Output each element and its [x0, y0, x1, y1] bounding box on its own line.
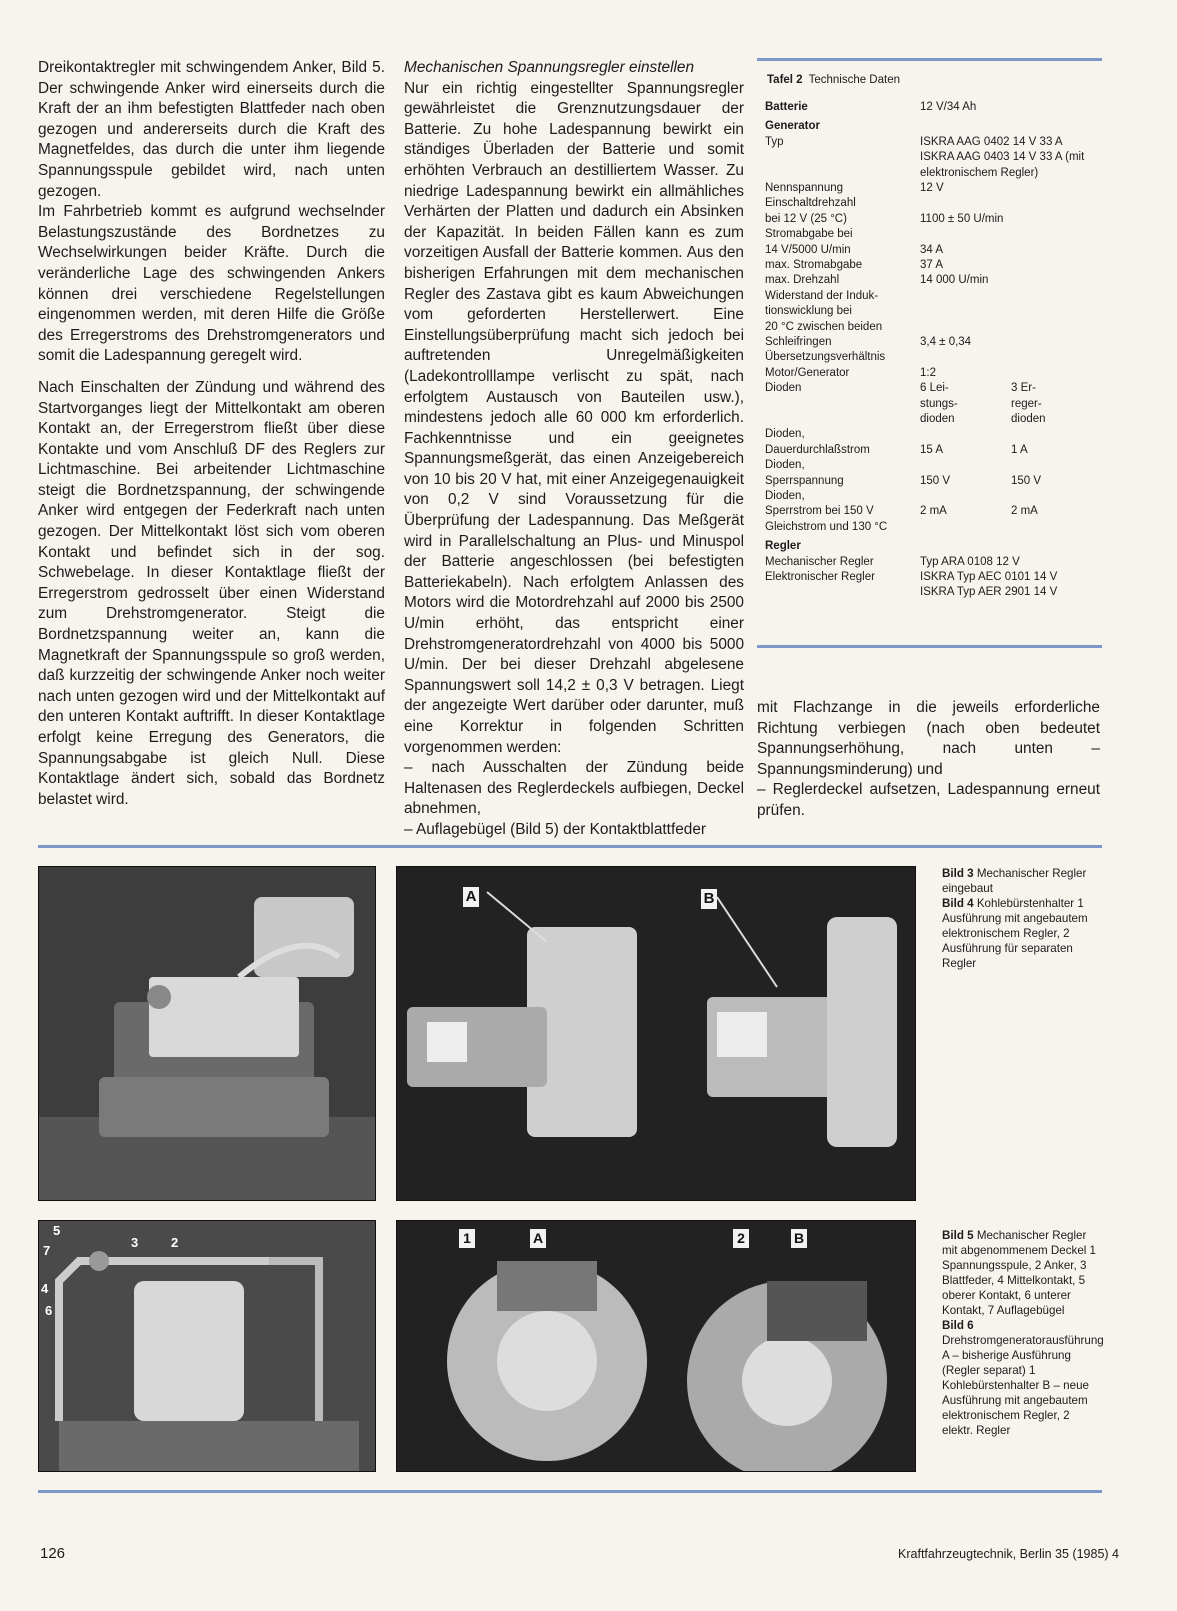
- table-cell-label: Dioden: [765, 382, 802, 395]
- table-cell-label: Dioden,: [765, 490, 805, 502]
- photo-label: 4: [41, 1281, 49, 1296]
- caption-text: Mechanischer Regler mit abgenommenem Deckel 1 Spannungsspule, 2 Anker, 3 Blattfeder, 4 Mittelkontakt, 5 oberer Kontakt, 6 unterer Kontakt, 7 Auflagebügel: [942, 1229, 1097, 1317]
- caption-text: Kohlebürstenhalter 1 Ausführung mit angebautem elektronischem Regler, 2 Ausführung für separaten Regler: [942, 897, 1088, 970]
- table-cell-value: dioden: [920, 413, 955, 425]
- photo-label: 1: [459, 1229, 475, 1248]
- table-title: [767, 74, 900, 86]
- table-cell-label: Schleifringen: [765, 336, 832, 348]
- table-cell-label: Dioden,: [765, 428, 805, 441]
- table-cell-value-2: 2 mA: [1011, 505, 1038, 518]
- brush-holder-image: [397, 867, 915, 1200]
- table-cell-value: ISKRA Typ AER 2901 14 V: [920, 586, 1058, 599]
- caption-label: Bild 4: [942, 897, 974, 910]
- step-item: – Auflagebügel (Bild 5) der Kontaktblattfeder: [404, 820, 707, 838]
- table-cell-value: ISKRA AAG 0402 14 V 33 A: [920, 135, 1063, 148]
- photo-label: A: [530, 1229, 546, 1248]
- photo-label: 7: [43, 1243, 51, 1258]
- table-cell-value: 34 A: [920, 243, 944, 256]
- table-top-rule: [757, 58, 1102, 61]
- photo-label: 5: [53, 1223, 61, 1238]
- table-cell-label: Motor/Generator: [765, 366, 850, 379]
- photo-label: 3: [131, 1235, 139, 1250]
- table-cell-value: 1:2: [920, 366, 936, 379]
- table-cell-value: 150 V: [920, 474, 951, 487]
- step-item: – nach Ausschalten der Zündung beide Haltenasen des Reglerdeckels aufbiegen, Deckel abnehmen,: [404, 759, 744, 818]
- photo-label: A: [463, 887, 479, 907]
- caption-label: Bild 3: [942, 867, 974, 880]
- table-cell-value-2: dioden: [1011, 413, 1046, 425]
- footer-divider: [38, 1490, 1102, 1493]
- table-cell-value: 3,4 ± 0,34: [920, 336, 972, 348]
- photo-label: B: [791, 1229, 807, 1248]
- table-cell-value-2: 150 V: [1011, 474, 1042, 487]
- table-cell-value: ISKRA AAG 0403 14 V 33 A (mit: [920, 151, 1085, 164]
- table-cell-value: stungs-: [920, 397, 958, 410]
- regulator-open-image: [39, 1221, 375, 1471]
- table-cell-label: Dioden,: [765, 459, 805, 472]
- caption-text: Drehstromgeneratorausführung A – bisherige Ausführung (Regler separat) 1 Kohlebürstenhalter B – neue Ausführung mit angebautem elektronischem Regler, 2 elektr. Regler: [942, 1334, 1104, 1437]
- photo-bild6: [396, 1220, 916, 1472]
- table-cell-value: 37 A: [920, 259, 944, 271]
- table-cell-label: Einschaltdrehzahl: [765, 197, 856, 210]
- table-cell-value: Typ ARA 0108 12 V: [920, 555, 1020, 568]
- table-cell-value: 14 000 U/min: [920, 274, 989, 287]
- table-cell-label: Generator: [765, 120, 820, 133]
- paragraph: Dreikontaktregler mit schwingendem Anker, Bild 5. Der schwingende Anker wird einerseits durch die Kraft der an ihm befestigten Blattfeder nach oben gezogen und andererseits durch die Kraft des Magnetfeldes, das durch die unter ihm liegende Spannungsspule gebildet wird, nach unten gezogen.: [38, 59, 385, 200]
- table-cell-value: 6 Lei-: [920, 382, 949, 395]
- table-cell-label: 14 V/5000 U/min: [765, 243, 851, 256]
- text-column-1: [38, 58, 385, 810]
- table-cell-label: max. Stromabgabe: [765, 259, 863, 271]
- table-cell-label: 20 °C zwischen beiden: [765, 320, 883, 333]
- table-cell-label: Nennspannung: [765, 182, 844, 194]
- paragraph: – Reglerdeckel aufsetzen, Ladespannung erneut prüfen.: [757, 781, 1100, 819]
- table-cell-value-2: 3 Er-: [1011, 382, 1036, 395]
- journal-info: Kraftfahrzeugtechnik, Berlin 35 (1985) 4: [898, 1547, 1119, 1561]
- table-cell-label: Widerstand der Induk-: [765, 289, 879, 302]
- table-cell-value: 2 mA: [920, 505, 947, 518]
- table-cell-value: 15 A: [920, 443, 944, 456]
- caption-text: Mechanischer Regler eingebaut: [942, 867, 1087, 895]
- table-cell-label: max. Drehzahl: [765, 274, 840, 287]
- table-cell-label: Typ: [765, 135, 784, 148]
- table-cell-value: 1100 ± 50 U/min: [920, 212, 1004, 225]
- section-divider: [38, 845, 1102, 848]
- photo-label: 2: [733, 1229, 749, 1248]
- table-cell-value-2: 1 A: [1011, 443, 1028, 456]
- table-bottom-rule: [757, 645, 1102, 648]
- caption-label: Bild 6: [942, 1319, 974, 1332]
- page-number: 126: [40, 1545, 66, 1562]
- photo-bild3: [38, 866, 376, 1201]
- table-label: Tafel 2: [767, 74, 803, 86]
- photo-bild4: [396, 866, 916, 1201]
- table-cell-label: Sperrspannung: [765, 474, 844, 487]
- table-cell-label: Mechanischer Regler: [765, 555, 874, 568]
- caption-label: Bild 5: [942, 1229, 974, 1242]
- table-cell-label: Regler: [765, 540, 801, 553]
- paragraph: mit Flachzange in die jeweils erforderliche Richtung verbiegen (nach oben bedeutet Spannungserhöhung, nach unten – Spannungsminderung) und: [757, 699, 1100, 778]
- table-cell-label: Dauerdurchlaßstrom: [765, 443, 870, 456]
- section-heading: Mechanischen Spannungsregler einstellen: [404, 59, 695, 76]
- table-cell-value: elektronischem Regler): [920, 166, 1039, 179]
- paragraph: Im Fahrbetrieb kommt es aufgrund wechselnder Belastungszustände des Bordnetzes zu Wechselwirkungen beider Kräfte. Durch die veränderliche Lage des schwingenden Ankers können drei verschiedene Regelstellungen eingenommen werden, mit deren Hilfe die Größe des Erregerstroms des Drehstromgenerators und somit die Ladespannung geregelt wird.: [38, 203, 385, 365]
- table-cell-value-2: reger-: [1011, 397, 1042, 410]
- table-cell-value: ISKRA Typ AEC 0101 14 V: [920, 571, 1058, 583]
- text-column-3: [757, 698, 1100, 822]
- generator-image: [397, 1221, 915, 1471]
- table-cell-value: 12 V: [920, 182, 944, 194]
- table-title-text: Technische Daten: [808, 74, 900, 86]
- photo-label: 2: [171, 1235, 179, 1250]
- regulator-installed-image: [39, 867, 375, 1200]
- table-cell-value: 12 V/34 Ah: [920, 101, 977, 113]
- table-cell-label: Gleichstrom und 130 °C: [765, 520, 888, 533]
- photo-label: B: [701, 889, 717, 909]
- table-cell-label: tionswicklung bei: [765, 305, 852, 318]
- caption-bild5-6: [942, 1228, 1102, 1438]
- table-cell-label: bei 12 V (25 °C): [765, 212, 847, 225]
- photo-label: 6: [45, 1303, 53, 1318]
- paragraph: Nach Einschalten der Zündung und während des Startvorganges liegt der Mittelkontakt am oberen Kontakt an, der Erregerstrom fließt über diese Kontakte und vom Anschluß DF des Reglers zur Lichtmaschine. Bei arbeitender Lichtmaschine steigt die Bordnetzspannung, der schwingende Anker wird entgegen der Federkraft nach unten gezogen. Der Mittelkontakt löst sich vom oberen Kontakt und befindet sich in der sog. Schwebelage. In dieser Kontaktlage fließt der Erregerstrom gedrosselt über einen Widerstand zum Drehstromgenerator. Steigt die Bordnetzspannung weiter an, kann die Magnetkraft der Spannungsspule so groß werden, daß kurzzeitig der schwingende Anker noch weiter nach unten gezogen wird und der Mittelkontakt auf den unteren Kontakt auftrifft. In dieser Kontaktlage erfolgt keine Erregung des Generators, die Spannungsabgabe ist gleich Null. Diese Kontaktlage ändert sich, sobald das Bordnetz belastet wird.: [38, 378, 385, 808]
- table-cell-label: Elektronischer Regler: [765, 571, 875, 583]
- table-cell-label: Batterie: [765, 101, 808, 113]
- text-column-2: [404, 58, 744, 841]
- caption-bild3-4: [942, 866, 1102, 971]
- table-cell-label: Übersetzungsverhältnis: [765, 351, 886, 364]
- table-cell-label: Stromabgabe bei: [765, 228, 853, 241]
- paragraph: Nur ein richtig eingestellter Spannungsregler gewährleistet die Grenznutzungsdauer der Batterie. Zu hohe Ladespannung bewirkt ein ständiges Überladen der Batterie und somit erhöhten Verbrauch an destilliertem Wasser. Zu niedrige Ladespannung bewirkt ein allmähliches Verhärten der Platten und dadurch ein Absinken der Kapazität. In beiden Fällen kann es zum vorzeitigen Ausfall der Batterie kommen. Aus den bisherigen Erfahrungen mit dem mechanischen Regler des Zastava gibt es kaum Abweichungen vom geforderten Herstellerwert. Eine Einstellungsüberprüfung macht sich jedoch bei auftretenden Unregelmäßigkeiten (Ladekontrolllampe verlischt zu spät, nach erfolgtem Austausch von Bauteilen usw.), mindestens jedoch alle 60 000 km erforderlich. Fachkenntnisse und ein geeignetes Spannungsmeßgerät, das einen Anzeigebereich von 10 bis 20 V hat, mit einer Anzeigegenauigkeit von 0,2 V sind Voraussetzung für die Überprüfung der Ladespannung. Das Meßgerät wird in Parallelschaltung an Plus- und Minuspol der Batterie angeschlossen (bei befestigten Batteriekabeln). Nach erfolgtem Anlassen des Motors wird die Motordrehzahl auf 2000 bis 2500 U/min erhöht, das entspricht einer Drehstromgeneratordrehzahl von 4000 bis 5000 U/min. Der bei dieser Drehzahl abgelesene Spannungswert soll 14,2 ± 0,3 V betragen. Liegt der angezeigte Wert darüber oder darunter, muß eine Korrektur in folgenden Schritten vorgenommen werden:: [404, 79, 744, 756]
- table-cell-label: Sperrstrom bei 150 V: [765, 505, 874, 518]
- photo-bild5: [38, 1220, 376, 1472]
